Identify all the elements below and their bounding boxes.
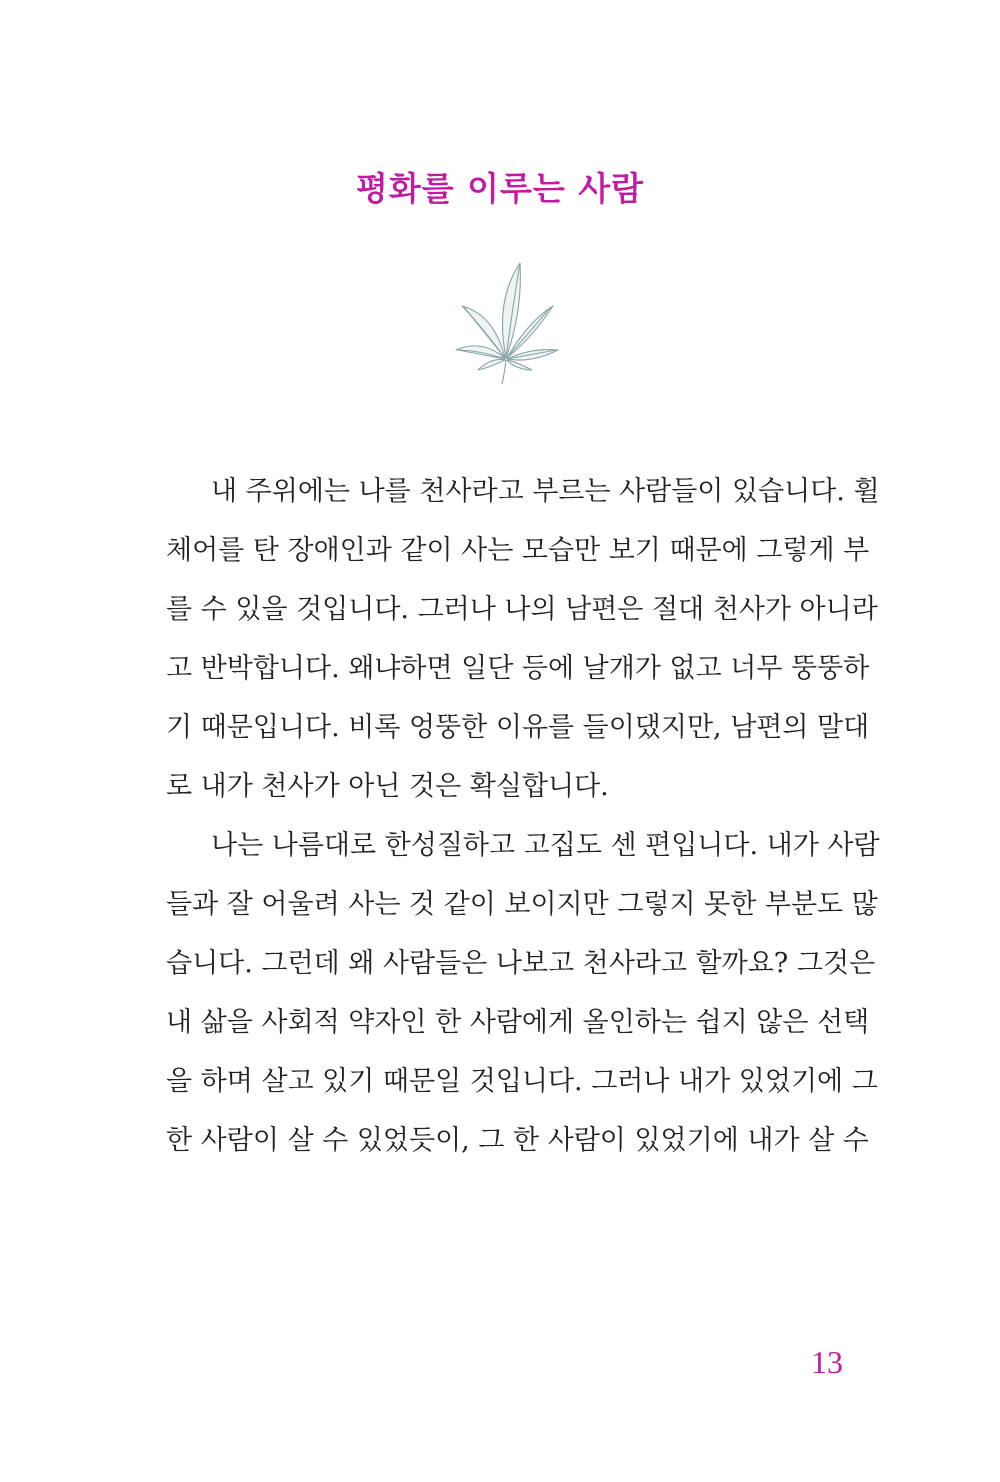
text-line: 나는 나름대로 한성질하고 고집도 센 편입니다. 내가 사람 <box>211 830 880 861</box>
text-line: 기 때문입니다. 비록 엉뚱한 이유를 들이댔지만, 남편의 말대 <box>166 712 870 743</box>
text-line: 로 내가 천사가 아닌 것은 확실합니다. <box>166 771 609 802</box>
cannabis-leaf-icon <box>450 258 562 386</box>
text-line: 체어를 탄 장애인과 같이 사는 모습만 보기 때문에 그렇게 부 <box>166 535 870 566</box>
page-number: 13 <box>811 1344 843 1380</box>
text-line: 한 사람이 살 수 있었듯이, 그 한 사람이 있었기에 내가 살 수 <box>166 1125 869 1156</box>
paragraph <box>166 816 880 1170</box>
paragraph <box>166 462 880 816</box>
text-line: 을 하며 살고 있기 때문일 것입니다. 그러나 내가 있었기에 그 <box>166 1066 878 1097</box>
text-line: 를 수 있을 것입니다. 그러나 나의 남편은 절대 천사가 아니라 <box>166 594 878 625</box>
text-line: 들과 잘 어울려 사는 것 같이 보이지만 그렇지 못한 부분도 많 <box>166 889 878 920</box>
page-title: 평화를 이루는 사람 <box>355 169 644 208</box>
text-line: 습니다. 그런데 왜 사람들은 나보고 천사라고 할까요? 그것은 <box>166 948 876 979</box>
body-text <box>166 462 880 1170</box>
text-line: 내 주위에는 나를 천사라고 부르는 사람들이 있습니다. 휠 <box>211 476 880 507</box>
text-line: 고 반박합니다. 왜냐하면 일단 등에 날개가 없고 너무 뚱뚱하 <box>166 653 870 684</box>
text-line: 내 삶을 사회적 약자인 한 사람에게 올인하는 쉽지 않은 선택 <box>166 1007 870 1038</box>
